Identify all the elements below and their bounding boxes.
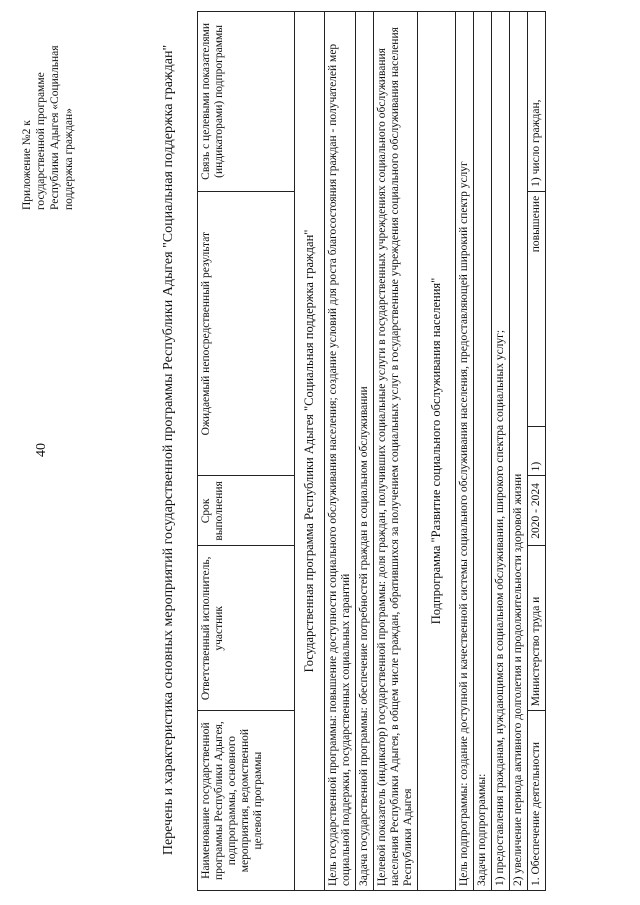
- program-task: Задача государственной программы: обеспечение потребностей граждан в социальном обслуживании: [356, 12, 374, 891]
- row-name: 1. Обеспечение деятельности: [528, 711, 546, 891]
- header-row: [198, 12, 295, 891]
- row-link: 1) число граждан,: [528, 12, 546, 192]
- program-goal: Цель государственной программы: повышение доступности социального обслуживания населения; создание условий для роста благосостояния граждан - получателей мер социальной поддержки, государственных социальных гарантий: [325, 12, 356, 891]
- program-title: Государственная программа Республики Адыгея "Социальная поддержка граждан": [295, 12, 325, 891]
- program-indicator: Целевой показатель (индикатор) государственной программы: доля граждан, получивших социальные услуги в государственных учреждениях социального обслуживания населения Республики Адыгея, в общем числе граждан, обратившихся за получением социальных услуг в государственные учреждения социального обслуживания населения Республики Адыгея: [374, 12, 418, 891]
- header-link: Связь с целевыми показателями (индикаторами) подпрограммы: [198, 12, 295, 192]
- program-title-row: [295, 12, 325, 891]
- subprogram-title-row: [418, 12, 456, 891]
- subprogram-goal-row: [456, 12, 474, 891]
- page-number: 40: [34, 443, 49, 457]
- measures-table: [197, 11, 546, 891]
- subprogram-goal: Цель подпрограммы: создание доступной и качественной системы социального обслуживания населения, предоставляющей широкий спектр услуг: [456, 12, 474, 891]
- task-2: 2) увеличение периода активного долголетия и продолжительности здоровой жизни: [512, 473, 524, 886]
- subprogram-title: Подпрограмма "Развитие социального обслуживания населения": [418, 12, 456, 891]
- appendix-line: поддержка граждан»: [63, 108, 75, 210]
- program-goal-row: [325, 12, 356, 891]
- program-task-row: [356, 12, 374, 891]
- task-1: 1) предоставления гражданам, нуждающимся в социальном обслуживании, широкого спектра социальных услуг;: [492, 12, 510, 890]
- appendix-line: Республики Адыгея «Социальная: [49, 45, 61, 210]
- row-result: [528, 191, 546, 476]
- row-term: 2020 - 2024: [528, 476, 546, 546]
- tasks-label: Задачи подпрограммы:: [474, 12, 492, 890]
- table-row: [528, 12, 546, 891]
- header-term: Срок выполнения: [198, 476, 295, 546]
- appendix-line: Приложение №2 к: [21, 120, 33, 210]
- header-executor: Ответственный исполнитель, участник: [198, 546, 295, 711]
- subprogram-tasks-row: [474, 12, 528, 891]
- program-indicator-row: [374, 12, 418, 891]
- row-result-text: повышение: [530, 195, 542, 253]
- appendix-note: [20, 32, 76, 210]
- row-result-number: 1): [528, 426, 545, 475]
- subprogram-tasks: [474, 12, 528, 891]
- appendix-line: государственной программе: [35, 72, 47, 210]
- document-title: Перечень и характеристика основных мероприятий государственной программы Республики Адыгея "Социальная поддержка граждан": [161, 44, 176, 856]
- header-result: Ожидаемый непосредственный результат: [198, 191, 295, 476]
- header-name: Наименование государственной программы Республики Адыгея, подпрограммы, основного мероприятия, ведомственной целевой программы: [198, 711, 295, 891]
- row-executor: Министерство труда и: [528, 546, 546, 711]
